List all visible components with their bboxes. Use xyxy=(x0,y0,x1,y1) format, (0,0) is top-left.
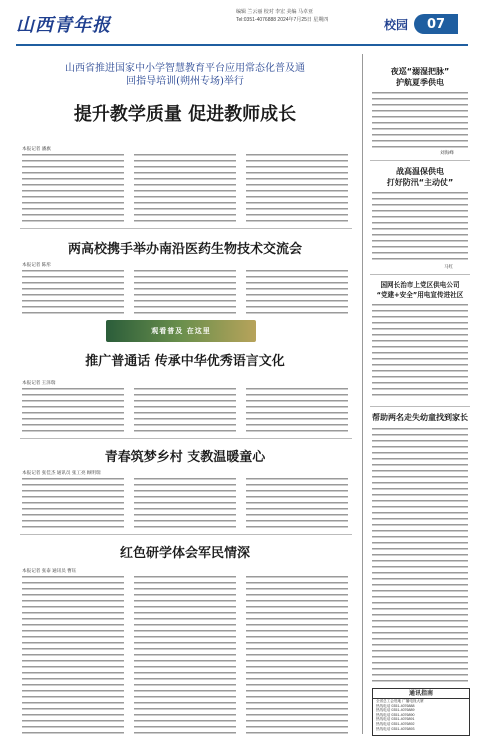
side2-body xyxy=(372,192,468,262)
side1-body xyxy=(372,92,468,148)
side-separator-3 xyxy=(370,406,470,407)
section-name: 校园 xyxy=(384,17,409,32)
article5-col2 xyxy=(134,576,236,734)
side4-lines xyxy=(372,428,468,682)
article5-title: 红色研学体会军民情深 xyxy=(119,546,250,561)
article2-byline: 本报记者 陈彤 xyxy=(22,262,51,267)
page-number: 07 xyxy=(414,14,458,34)
side1-byline: 刘海峰 xyxy=(440,150,454,155)
article3-col2 xyxy=(134,388,236,434)
contact-row: 热线电话 0351-4076888 xyxy=(376,703,415,708)
article2-title: 两高校携手举办南沿医药生物技术交流会 xyxy=(67,242,302,257)
separator-2 xyxy=(20,438,352,439)
article2-body xyxy=(22,270,348,314)
section-badge xyxy=(384,14,458,34)
article3-col3 xyxy=(246,388,348,434)
article2-col3 xyxy=(246,270,348,314)
side4-title: 帮助两名走失幼童找到家长 xyxy=(372,413,468,422)
side3-title-line1: 国网长治市上党区供电公司 xyxy=(380,281,460,289)
article3-byline: 本报记者 王泽瑞 xyxy=(22,380,56,385)
separator-1 xyxy=(20,228,352,229)
contact-row: 热线电话 0351-4076889 xyxy=(376,708,415,713)
article1-subtitle-line1: 山西省推进国家中小学智慧教育平台应用常态化普及通 xyxy=(65,63,305,74)
separator-3 xyxy=(20,534,352,535)
article1-title: 提升教学质量 促进教师成长 xyxy=(73,104,297,125)
contact-row: 热线电话 0351-4076893 xyxy=(376,726,415,731)
promo-banner-text: 观看普及 在这里 xyxy=(151,327,211,335)
article3-body xyxy=(22,388,348,434)
side3-lines xyxy=(372,304,468,400)
side3-body xyxy=(372,304,468,400)
side2-lines xyxy=(372,192,468,262)
article1-subtitle xyxy=(20,62,350,88)
article1-byline: 本报记者 潘旗 xyxy=(22,146,51,151)
logo-text: 山西青年报 xyxy=(16,15,111,36)
contact-row: 热线电话 0351-4076891 xyxy=(376,717,415,722)
article1-col1 xyxy=(22,154,124,222)
side1-title xyxy=(370,66,470,88)
article4-col1 xyxy=(22,478,124,530)
article4-byline: 本报记者 张佳杰 通讯员 张工亮 顾明瑞 xyxy=(22,470,101,475)
side3-title xyxy=(370,280,470,300)
side4-body xyxy=(372,428,468,682)
side-separator-1 xyxy=(370,160,470,161)
side-separator-2 xyxy=(370,274,470,275)
article1-body xyxy=(22,154,348,222)
article4-col2 xyxy=(134,478,236,530)
article5-col3 xyxy=(246,576,348,734)
side2-title xyxy=(370,166,470,188)
article4-col3 xyxy=(246,478,348,530)
contact-line: Tel:0351-4076888 2024年7月25日 星期四 xyxy=(236,17,329,23)
side2-title-line2: 打好防汛“主动仗” xyxy=(386,178,454,187)
article1-subtitle-line2: 回指导培训(朔州专场)举行 xyxy=(126,76,244,87)
article5-byline: 本报记者 张泰 通讯员 曹钰 xyxy=(22,568,77,573)
side2-byline: 马红 xyxy=(444,264,454,269)
article5-col1 xyxy=(22,576,124,734)
article3-col1 xyxy=(22,388,124,434)
top-rule xyxy=(16,44,468,46)
side1-lines xyxy=(372,92,468,148)
contact-row: 热线电话 0351-4076890 xyxy=(376,712,415,717)
editor-line: 编辑 兰云丽 校对 李宏 美编 马卓亚 xyxy=(236,9,313,15)
article1-col3 xyxy=(246,154,348,222)
column-divider xyxy=(362,54,363,734)
contact-box-title: 通讯指南 xyxy=(373,689,469,699)
article2-col2 xyxy=(134,270,236,314)
article4-title: 青春筑梦乡村 支教温暖童心 xyxy=(104,450,266,465)
article4-body xyxy=(22,478,348,530)
article2-col1 xyxy=(22,270,124,314)
contact-row: 全省总工会驻地 广播电视大厦 xyxy=(376,699,424,703)
side3-title-line2: “党建+安全”用电宣传进社区 xyxy=(376,291,464,299)
contact-info-box xyxy=(372,688,470,736)
article1-col2 xyxy=(134,154,236,222)
edition-info xyxy=(236,8,376,24)
side1-title-line2: 护航夏季供电 xyxy=(396,78,444,87)
article3-title: 推广普通话 传承中华优秀语言文化 xyxy=(85,354,285,369)
promo-banner xyxy=(106,320,256,342)
side1-title-line1: 夜巡“溺湿把脉” xyxy=(390,67,450,76)
contact-row: 热线电话 0351-4076892 xyxy=(376,721,415,726)
side2-title-line1: 战高温保供电 xyxy=(396,167,444,176)
article5-body xyxy=(22,576,348,734)
masthead-logo xyxy=(16,10,136,38)
